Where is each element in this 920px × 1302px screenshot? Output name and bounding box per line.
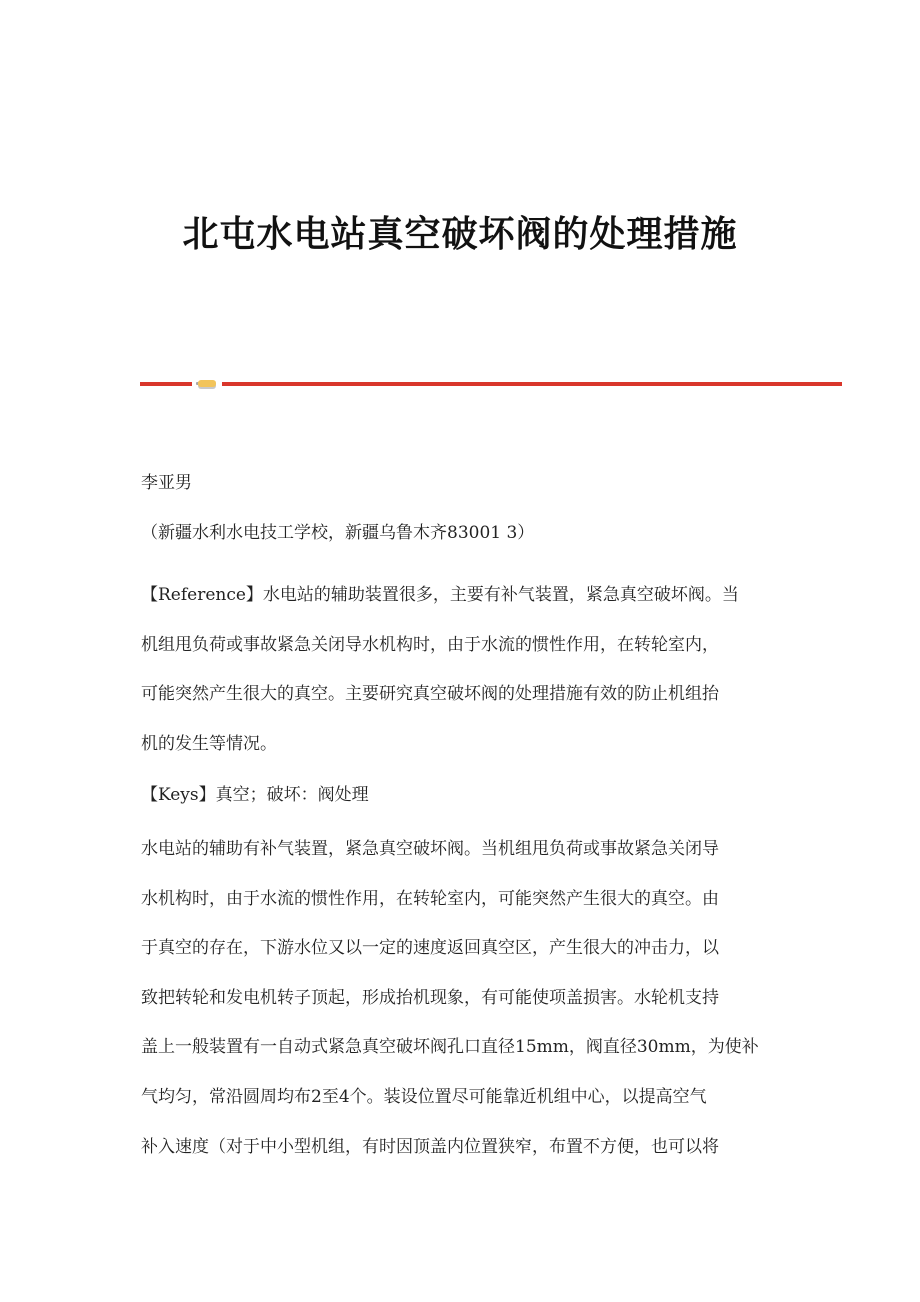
author-block: [141, 459, 783, 558]
keywords-block: [141, 771, 783, 821]
body-line: 水电站的辅助有补气装置，紧急真空破坏阀。当机组甩负荷或事故紧急关闭导: [141, 839, 719, 859]
author-affiliation: （新疆水利水电技工学校，新疆乌鲁木齐83001 3）: [141, 522, 535, 543]
document-title: 北屯水电站真空破坏阀的处理措施: [182, 213, 738, 255]
body-line: 致把转轮和发电机转子顶起，形成抬机现象，有可能使项盖损害。水轮机支持: [141, 987, 719, 1008]
divider-right-segment: [222, 382, 842, 386]
title-divider: [140, 380, 842, 388]
divider-ornament-icon: [198, 380, 216, 387]
abstract-line: 【Reference】水电站的辅助装置很多，主要有补气装置，紧急真空破坏阀。当: [141, 585, 739, 605]
author-name: 李亚男: [141, 473, 192, 493]
abstract-line: 机的发生等情况。: [141, 733, 277, 754]
body-line: 盖上一般装置有一自动式紧急真空破坏阀孔口直径15mm，阀直径30mm，为使补: [141, 1037, 759, 1058]
abstract-line: 可能突然产生很大的真空。主要研究真空破坏阀的处理措施有效的防止机组抬: [141, 684, 719, 705]
body-block: [141, 825, 783, 1172]
body-line: 水机构时，由于水流的惯性作用，在转轮室内，可能突然产生很大的真空。由: [141, 888, 719, 909]
keywords-line: 【Keys】真空；破坏：阀处理: [141, 785, 369, 805]
abstract-line: 机组甩负荷或事故紧急关闭导水机构时，由于水流的惯性作用，在转轮室内，: [141, 634, 719, 655]
divider-left-segment: [140, 382, 192, 386]
abstract-block: [141, 571, 783, 769]
body-line: 气均匀，常沿圆周均布2至4个。装设位置尽可能靠近机组中心，以提高空气: [141, 1086, 707, 1107]
body-line: 补入速度（对于中小型机组，有时因顶盖内位置狭窄，布置不方便，也可以将: [141, 1136, 719, 1157]
body-line: 于真空的存在，下游水位又以一定的速度返回真空区，产生很大的冲击力，以: [141, 938, 719, 959]
